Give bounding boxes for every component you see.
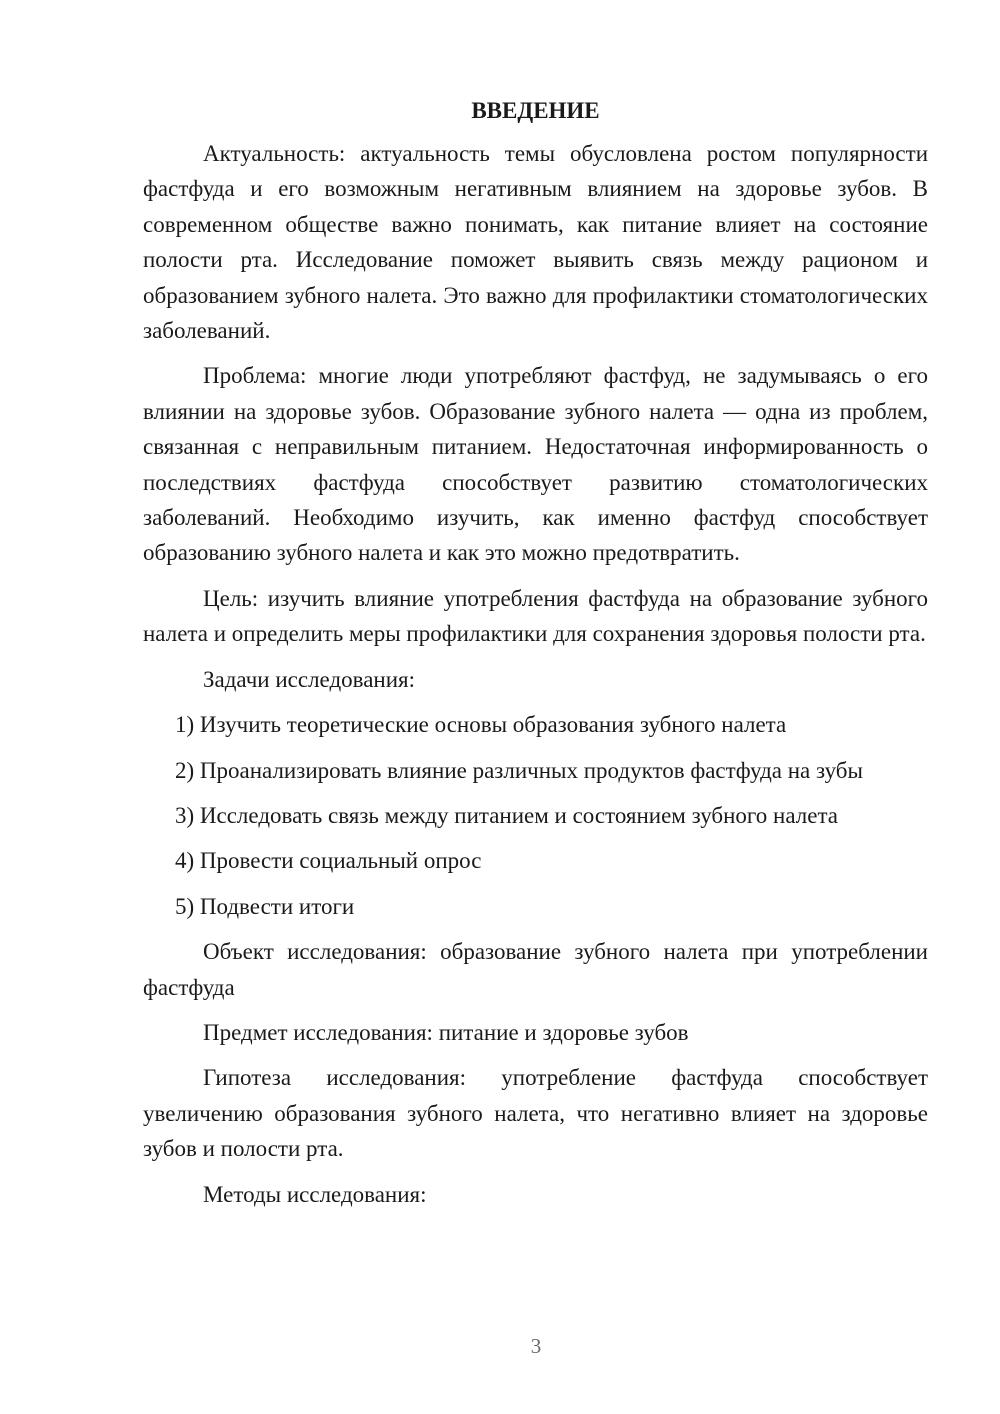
methods-heading: Методы исследования:: [203, 1181, 427, 1207]
task-item-4: 4) Провести социальный опрос: [175, 848, 482, 874]
tasks-list: [143, 707, 928, 924]
subject-paragraph: Предмет исследования: питание и здоровье зубов: [203, 1019, 689, 1045]
goal-paragraph: Цель: изучить влияние употребления фастфуда на образование зубного налета и определить меры профилактики для сохранения здоровья полости рта.: [143, 585, 928, 647]
problem-paragraph: Проблема: многие люди употребляют фастфуд, не задумываясь о его влиянии на здоровье зубов. Образование зубного налета — одна из проблем, связанная с неправильным питанием. Недостаточная информированность о последствиях фастфуда способствует развитию стоматологических заболеваний. Необходимо изучить, как именно фастфуд способствует образованию зубного налета и как это можно предотвратить.: [143, 363, 928, 566]
page-number: 3: [530, 1334, 542, 1358]
task-item-5: 5) Подвести итоги: [175, 893, 355, 919]
tasks-heading: Задачи исследования:: [203, 666, 416, 692]
task-item-1: 1) Изучить теоретические основы образования зубного налета: [175, 712, 787, 738]
relevance-paragraph: Актуальность: актуальность темы обусловлена ростом популярности фастфуда и его возможным негативным влиянием на здоровье зубов. В современном обществе важно понимать, как питание влияет на состояние полости рта. Исследование поможет выявить связь между рационом и образованием зубного налета. Это важно для профилактики стоматологических заболеваний.: [143, 141, 928, 344]
hypothesis-paragraph: Гипотеза исследования: употребление фастфуда способствует увеличению образования зубного налета, что негативно влияет на здоровье зубов и полости рта.: [143, 1065, 928, 1162]
section-title: ВВЕДЕНИЕ: [471, 98, 600, 123]
object-paragraph: Объект исследования: образование зубного налета при употреблении фастфуда: [143, 939, 928, 1000]
page-content: [143, 96, 928, 1222]
task-item-2: 2) Проанализировать влияние различных продуктов фастфуда на зубы: [175, 757, 863, 783]
task-item-3: 3) Исследовать связь между питанием и состоянием зубного налета: [175, 802, 838, 828]
